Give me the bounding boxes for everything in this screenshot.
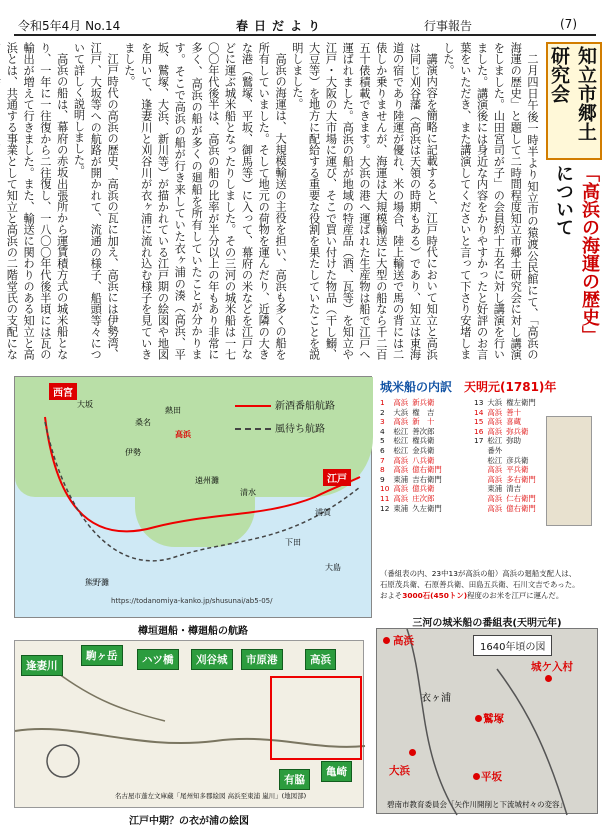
river-map-source: 名古屋市蓬左文庫蔵「尾州知多郡絵図 高浜至東浦 嵐川」(地図部)	[115, 792, 307, 800]
label-enshu-sea: 遠州灘	[195, 476, 219, 485]
ranking-title-main: 城米船の内訳	[380, 380, 453, 394]
ranking-row	[378, 504, 444, 514]
rank-name: 新 十	[412, 417, 435, 427]
map-url: https://todanomiya-kanko.jp/shusunai/ab5-05/	[111, 597, 273, 605]
rank-name: 弥兵衛	[506, 426, 529, 436]
note-amount: 3000石(450トン)	[402, 591, 468, 600]
route-map-caption: 樽垣廻船・樽廻船の航路	[138, 626, 248, 637]
map-inset-label: 1640年頃の図	[473, 635, 552, 656]
label-osaka: 大坂	[77, 400, 93, 409]
kinuura-river-map	[14, 640, 364, 808]
rank-number: 17	[474, 436, 484, 446]
rank-place: 高浜	[487, 493, 503, 503]
marker-takahama	[383, 637, 390, 644]
ranking-row	[378, 398, 444, 408]
rank-name: 庄次郎	[412, 493, 435, 503]
rank-number: 5	[380, 436, 385, 446]
ranking-row	[472, 427, 538, 437]
rank-number	[472, 456, 485, 466]
rank-number	[472, 446, 485, 456]
legend-new-route: 新酒番船航路	[275, 401, 335, 412]
ranking-row	[378, 408, 444, 418]
river-map-caption: 江戸中期？の衣が浦の絵図	[129, 816, 249, 827]
page-header	[14, 14, 596, 36]
newsletter-title: 春日だより	[236, 19, 327, 33]
legend-wind-route: 風待ち航路	[275, 424, 325, 435]
rice-ship-ranking	[376, 376, 598, 618]
rank-number	[472, 484, 485, 494]
note-line: （番組表の内、23中13が高浜の船）高浜の廻船支配人は、	[380, 569, 577, 578]
title-org: 知立市郷土研究会	[546, 42, 602, 160]
rank-place: 松江	[487, 436, 503, 446]
label-ariwaki: 有脇	[279, 769, 310, 790]
note-line	[380, 590, 594, 601]
rank-number: 1	[380, 398, 385, 407]
ranking-row	[472, 504, 538, 514]
rank-name: 善十	[506, 407, 521, 417]
rank-number: 2	[380, 407, 385, 417]
rank-place: 松江	[487, 455, 503, 465]
title-topic	[546, 164, 602, 347]
rank-place: 高浜	[393, 484, 409, 494]
rank-number: 6	[380, 445, 385, 455]
rank-place: 番外	[487, 445, 503, 455]
rank-number: 7	[380, 455, 385, 465]
note-line: 石原茂兵衛、石原善兵衛、田島五兵衛、石川文吉であった。	[380, 580, 580, 589]
ranking-era: 天明元(1781)年	[464, 380, 557, 394]
label-kariya-castle: 刈谷城	[191, 649, 233, 670]
rank-number	[472, 475, 485, 485]
title-topic-rest: について	[553, 164, 574, 237]
rank-number: 3	[380, 417, 385, 427]
ranking-row	[472, 475, 538, 485]
rank-place: 大浜	[487, 398, 503, 407]
ranking-row	[472, 398, 538, 408]
ranking-row	[472, 417, 538, 427]
marker-washizuka	[475, 715, 482, 722]
note-prefix: およそ	[380, 591, 403, 600]
title-topic-quote: 「高浜の海運の歴史」	[579, 164, 600, 345]
rank-number: 10	[380, 484, 390, 494]
label-hirasaka: 平坂	[481, 771, 502, 783]
rank-name: 平兵衛	[506, 465, 529, 475]
rank-name: 権兵衛	[412, 436, 435, 446]
kinuura-map-caption: 碧南市教育委員会「矢作川開削と下流城村々の変容」	[387, 800, 567, 809]
rank-place: 高浜	[393, 465, 409, 475]
note-suffix: 程度のお米を江戸に運んだ。	[467, 591, 564, 600]
rank-number	[472, 465, 485, 475]
rank-name: 新兵衛	[412, 398, 435, 407]
ranking-row	[378, 436, 444, 446]
paragraph: 講演内容を簡略に記載すると、江戸時代において知立と高浜は同じ刈谷藩（高浜は天領の時期もある）であり、知立は東海道の宿であり陸運が優れ、米の場合、陸上輸送で馬の背には二俵しか乗りませんが、海運は大規模輸送に大型の船なら千二百五十俵積載できます。大浜の港へ運ばれた生産物は船で江戸へ運ばれました。高浜の船が地域の特産品（酒、瓦等）を知立や江戸・大阪の大市場に運び、そこで買い付けた物品（干し鰯、大豆等）を地方に配給する重要な役割を果たしていたことを説明しました。	[290, 42, 439, 360]
rank-number: 13	[474, 398, 484, 407]
rank-number	[472, 504, 485, 514]
ranking-row	[472, 465, 538, 475]
rank-name: 権左衛門	[506, 398, 536, 407]
kinuura-map-title: 三河の城米船の番組表(天明元年)	[412, 618, 562, 629]
rank-number: 14	[474, 407, 484, 417]
marker-ohama	[409, 749, 416, 756]
article-title	[546, 42, 602, 347]
rank-place: 高浜	[487, 407, 503, 417]
rank-name: 弥助	[506, 436, 521, 446]
ranking-row	[378, 484, 444, 494]
ranking-row	[378, 475, 444, 485]
label-oshima: 大島	[325, 563, 341, 572]
label-edo: 江戸	[323, 469, 351, 486]
section-label: 行事報告	[424, 19, 473, 33]
rank-name: 喜蔵	[506, 417, 521, 427]
label-yatsuhashi: ハツ橋	[137, 649, 179, 670]
route-legend	[235, 397, 335, 443]
label-kinuura: 衣ヶ浦	[421, 693, 451, 704]
rank-place: 松江	[393, 445, 409, 455]
ranking-row	[378, 427, 444, 437]
rank-name: 善次郎	[412, 426, 435, 436]
paragraph: 江戸時代の高浜の歴史、高浜の瓦に加え、高浜には伊勢湾、江戸、大坂等への航路が開かれて、流通の様子、船頭等々について詳しく説明しました。	[72, 42, 120, 360]
ranking-column-right	[472, 398, 538, 513]
rank-name: 億右衛門	[412, 465, 442, 475]
label-shimoda: 下田	[285, 538, 301, 547]
marker-hirasaka	[473, 773, 480, 780]
rank-place: 松江	[393, 426, 409, 436]
rank-name: 多右衛門	[506, 474, 536, 484]
ranking-row	[378, 494, 444, 504]
ranking-row	[378, 465, 444, 475]
label-shimizu: 清水	[240, 488, 256, 497]
rank-place: 高浜	[487, 417, 503, 427]
rank-number: 8	[380, 465, 385, 475]
rank-place: 高浜	[487, 474, 503, 484]
ranking-row	[472, 446, 538, 456]
ranking-row	[472, 484, 538, 494]
document-photo	[546, 416, 592, 526]
paragraph: 高浜の海運は、大規模輸送の主役を担い、高浜も多くの船を所有していました。そして地元の荷物を運んだり、近隣の大きな港（鷲塚、平坂、御馬等）に入って、幕府の米などを江戸などに運ぶ城米船となったりしました。その三河の城米船は一七〇〇年代後半は、高浜の船の比率が半分以上の年もあり非常に多く、高浜の船が多くの廻船を所有していたことが分かります。そこで高浜の船が行き来していた衣ヶ浦の湊（高浜、平坂、鷲塚、大浜、新川等）が描かれている江戸期の絵図や地図を用いて、逢妻川と刈谷川が衣ヶ浦に流れ込む様子を見ていきました。	[122, 42, 288, 360]
rank-name: 金兵衛	[412, 445, 435, 455]
rank-place: 高浜	[487, 465, 503, 475]
label-ichihara-port: 市原港	[241, 649, 283, 670]
kinuura-area-map	[376, 628, 598, 814]
rank-place: 高浜	[393, 417, 409, 427]
shipping-route-map	[14, 376, 372, 618]
rank-name: 八兵衛	[412, 455, 435, 465]
label-takahama-map: 高浜	[393, 635, 414, 647]
label-kuwana: 桑名	[135, 418, 151, 427]
rank-place: 大浜	[393, 407, 409, 417]
label-aizuma-river: 逢妻川	[21, 655, 63, 676]
rank-number: 12	[380, 503, 390, 513]
label-uraga: 浦賀	[315, 508, 331, 517]
ranking-row	[472, 494, 538, 504]
label-washizuka: 鷲塚	[483, 713, 504, 725]
ranking-column-left	[378, 398, 444, 513]
ranking-row	[472, 408, 538, 418]
label-kamezaki: 亀崎	[321, 761, 352, 782]
label-kumano-sea: 熊野灘	[85, 578, 109, 587]
label-ohama: 大浜	[389, 765, 410, 777]
label-jogairi: 城ケ入村	[531, 661, 573, 673]
rank-number: 11	[380, 493, 390, 503]
rank-number: 15	[474, 417, 484, 427]
marker-jogairi	[545, 675, 552, 682]
rank-name: 億兵衛	[412, 484, 435, 494]
rank-place: 高浜	[487, 503, 503, 513]
ranking-row	[378, 417, 444, 427]
label-atsuta: 熱田	[165, 406, 181, 415]
issue-number: 令和5年4月 No.14	[18, 19, 121, 33]
rank-place: 東浦	[487, 484, 503, 494]
rank-number: 16	[474, 426, 484, 436]
rank-name: 清吉	[506, 484, 521, 494]
ranking-row	[378, 456, 444, 466]
rank-name: 久左衛門	[412, 503, 442, 513]
rank-place: 高浜	[393, 493, 409, 503]
rank-name: 彦兵衛	[506, 455, 529, 465]
rank-place: 高浜	[393, 398, 409, 407]
rank-name: 億右衛門	[506, 503, 536, 513]
rank-place: 高浜	[487, 426, 503, 436]
label-ise: 伊勢	[125, 448, 141, 457]
ranking-note	[380, 568, 594, 601]
rank-name	[504, 446, 538, 456]
ranking-title	[380, 378, 598, 395]
rank-number: 4	[380, 426, 385, 436]
page-number: (7)	[560, 17, 577, 31]
paragraph: 高浜の船は、幕府の赤坂出張所から運賃積方式の城米船となり、一年に一往復から二往復し、一八〇〇年代後半頃には瓦の輸出が増えて行きました。また、輸送に関わりのある知立と高浜とは、共通する事業として知立と高浜の二階堂氏の支配にな	[5, 42, 69, 360]
rank-name: 吉右衛門	[412, 474, 442, 484]
paragraph: 二月四日午後一時半より知立市の猿渡公民館にて、「高浜の海運の歴史」と題して二時間程度知立市郷土研究会に対し講演をしました。山田宮司が子」の会員約十五名に対し講演を行いました。講演後には身近な内容をかりやすかったと好評のお言葉をいただき、また講演してくださいと言って下さり安堵しました。	[442, 42, 539, 360]
rank-place: 東浦	[393, 503, 409, 513]
rank-place: 東浦	[393, 474, 409, 484]
rank-name: 仁右衛門	[506, 493, 536, 503]
label-komagatake: 駒ヶ岳	[81, 645, 123, 666]
rank-number: 9	[380, 474, 385, 484]
ranking-row	[472, 456, 538, 466]
rank-number	[472, 494, 485, 504]
label-nishinomiya: 西宮	[49, 383, 77, 400]
rank-place: 高浜	[393, 455, 409, 465]
rank-name: 権 吉	[412, 407, 435, 417]
ranking-row	[378, 446, 444, 456]
rank-place: 松江	[393, 436, 409, 446]
ranking-row	[472, 436, 538, 446]
label-takahama: 高浜	[175, 430, 191, 439]
label-takahama-river: 高浜	[305, 649, 336, 670]
article-body	[5, 42, 540, 360]
